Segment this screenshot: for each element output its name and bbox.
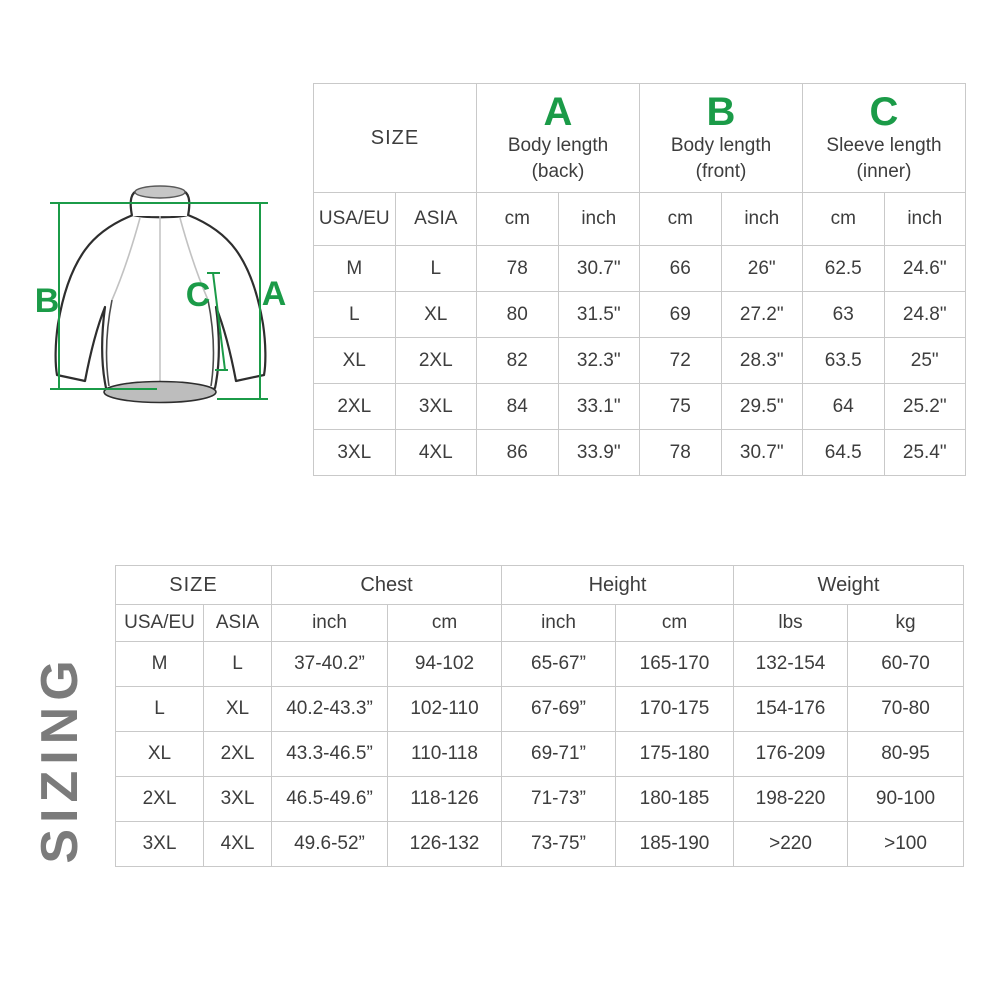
col-header: USA/EU [314, 193, 396, 246]
cell: 170-175 [616, 687, 734, 732]
sizing-vertical-label: SIZING [31, 654, 89, 864]
cell: 198-220 [734, 777, 848, 822]
cell: 185-190 [616, 822, 734, 867]
cell: 78 [477, 246, 559, 292]
cell: 2XL [395, 338, 477, 384]
cell: 73-75” [502, 822, 616, 867]
cell: 64.5 [803, 430, 885, 476]
cell: 24.8" [884, 292, 966, 338]
cell: 78 [640, 430, 722, 476]
cell: L [204, 642, 272, 687]
cell: 110-118 [388, 732, 502, 777]
cell: 3XL [204, 777, 272, 822]
cell: 49.6-52” [272, 822, 388, 867]
cell: XL [314, 338, 396, 384]
cell: 67-69” [502, 687, 616, 732]
cell: 72 [640, 338, 722, 384]
cell: 180-185 [616, 777, 734, 822]
col-header: inch [272, 605, 388, 642]
table-row [314, 384, 966, 430]
cell: 66 [640, 246, 722, 292]
col-group-c: C Sleeve length (inner) [803, 84, 966, 193]
col-header: cm [616, 605, 734, 642]
cell: 69 [640, 292, 722, 338]
table-row [314, 430, 966, 476]
cell: 25.4" [884, 430, 966, 476]
cell: 33.1" [558, 384, 640, 430]
measure-letter-b: B [706, 90, 736, 135]
col-header: kg [848, 605, 964, 642]
cell: 175-180 [616, 732, 734, 777]
cell: 27.2" [721, 292, 803, 338]
col-header: inch [502, 605, 616, 642]
cell: 30.7" [558, 246, 640, 292]
cell: 62.5 [803, 246, 885, 292]
measure-letter-a: A [543, 90, 573, 135]
cell: >100 [848, 822, 964, 867]
jersey-hem [104, 382, 216, 403]
cell: 82 [477, 338, 559, 384]
cell: 86 [477, 430, 559, 476]
cell: 3XL [314, 430, 396, 476]
cell: 2XL [204, 732, 272, 777]
cell: 70-80 [848, 687, 964, 732]
col-header: inch [884, 193, 966, 246]
col-header: USA/EU [116, 605, 204, 642]
cell: 71-73” [502, 777, 616, 822]
cell: 75 [640, 384, 722, 430]
table-row [314, 292, 966, 338]
cell: M [314, 246, 396, 292]
cell: 4XL [395, 430, 477, 476]
table-row [116, 732, 964, 777]
cell: XL [116, 732, 204, 777]
table-row [314, 338, 966, 384]
cell: 37-40.2” [272, 642, 388, 687]
cell: 25" [884, 338, 966, 384]
cell: 69-71” [502, 732, 616, 777]
cell: 30.7" [721, 430, 803, 476]
group-chest: Chest [272, 566, 502, 605]
cell: 46.5-49.6” [272, 777, 388, 822]
jersey-measurement-figure [28, 172, 293, 422]
cell: 64 [803, 384, 885, 430]
cell: 24.6" [884, 246, 966, 292]
cell: 32.3" [558, 338, 640, 384]
cell: 84 [477, 384, 559, 430]
col-header: cm [640, 193, 722, 246]
cell: 80 [477, 292, 559, 338]
jersey-collar-opening [135, 186, 185, 198]
cell: 90-100 [848, 777, 964, 822]
cell: 3XL [116, 822, 204, 867]
cell: 165-170 [616, 642, 734, 687]
cell: L [395, 246, 477, 292]
col-group-a: A Body length (back) [477, 84, 640, 193]
cell: 25.2" [884, 384, 966, 430]
cell: 176-209 [734, 732, 848, 777]
col-header: lbs [734, 605, 848, 642]
garment-size-table [313, 83, 966, 476]
figure-label-c: C [185, 276, 211, 314]
jersey-illustration [28, 172, 293, 422]
table-row [116, 777, 964, 822]
cell: XL [395, 292, 477, 338]
col-header: ASIA [204, 605, 272, 642]
cell: 94-102 [388, 642, 502, 687]
cell: 3XL [395, 384, 477, 430]
cell: 132-154 [734, 642, 848, 687]
subheader-row [314, 193, 966, 246]
cell: 80-95 [848, 732, 964, 777]
col-header: ASIA [395, 193, 477, 246]
group-header-row [116, 566, 964, 605]
size-header: SIZE [314, 84, 477, 193]
table-row [116, 822, 964, 867]
cell: L [116, 687, 204, 732]
subheader-row [116, 605, 964, 642]
size-header: SIZE [116, 566, 272, 605]
col-header: inch [721, 193, 803, 246]
cell: L [314, 292, 396, 338]
cell: >220 [734, 822, 848, 867]
col-group-b: B Body length (front) [640, 84, 803, 193]
cell: 63.5 [803, 338, 885, 384]
cell: M [116, 642, 204, 687]
cell: 40.2-43.3” [272, 687, 388, 732]
group-height: Height [502, 566, 734, 605]
table-row [314, 246, 966, 292]
cell: 102-110 [388, 687, 502, 732]
cell: XL [204, 687, 272, 732]
col-header: cm [388, 605, 502, 642]
cell: 65-67” [502, 642, 616, 687]
cell: 60-70 [848, 642, 964, 687]
figure-label-a: A [261, 275, 287, 313]
cell: 2XL [116, 777, 204, 822]
cell: 4XL [204, 822, 272, 867]
figure-label-b: B [34, 282, 60, 320]
col-header: cm [477, 193, 559, 246]
table-row [116, 687, 964, 732]
cell: 33.9" [558, 430, 640, 476]
group-weight: Weight [734, 566, 964, 605]
cell: 31.5" [558, 292, 640, 338]
col-header: inch [558, 193, 640, 246]
cell: 154-176 [734, 687, 848, 732]
cell: 26" [721, 246, 803, 292]
cell: 126-132 [388, 822, 502, 867]
measure-letter-c: C [869, 90, 899, 135]
group-header-row [314, 84, 966, 193]
cell: 29.5" [721, 384, 803, 430]
table-row [116, 642, 964, 687]
cell: 2XL [314, 384, 396, 430]
cell: 118-126 [388, 777, 502, 822]
cell: 43.3-46.5” [272, 732, 388, 777]
col-header: cm [803, 193, 885, 246]
body-size-table [115, 565, 964, 867]
cell: 28.3" [721, 338, 803, 384]
cell: 63 [803, 292, 885, 338]
